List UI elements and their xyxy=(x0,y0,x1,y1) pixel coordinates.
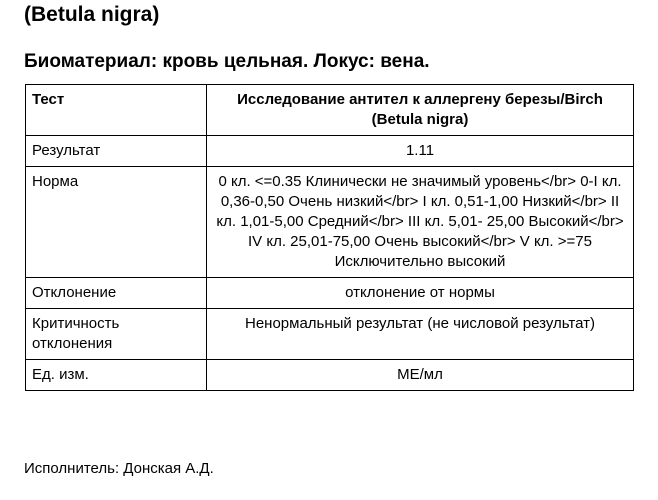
norm-label-cell: Норма xyxy=(26,167,207,278)
table-header-row xyxy=(26,85,634,136)
table-row-norm xyxy=(26,167,634,278)
criticality-label-cell: Критичность отклонения xyxy=(26,309,207,360)
table-row-units xyxy=(26,360,634,391)
units-label-cell: Ед. изм. xyxy=(26,360,207,391)
table-row-result xyxy=(26,136,634,167)
deviation-value-cell: отклонение от нормы xyxy=(207,278,634,309)
table-row-criticality xyxy=(26,309,634,360)
header-value-cell: Исследование антител к аллергену березы/Birch (Betula nigra) xyxy=(207,85,634,136)
document-title: (Betula nigra) xyxy=(24,3,160,26)
deviation-label-cell: Отклонение xyxy=(26,278,207,309)
units-value-cell: МЕ/мл xyxy=(207,360,634,391)
header-label-cell: Тест xyxy=(26,85,207,136)
norm-value-cell: 0 кл. <=0.35 Клинически не значимый уровень</br> 0-I кл. 0,36-0,50 Очень низкий</br> I кл. 0,51-1,00 Низкий</br> II кл. 1,01-5,00 Средний</br> III кл. 5,01- 25,00 Высокий</br> IV кл. 25,01-75,00 Очень высокий</br> V кл. >=75 Исключительно высокий xyxy=(207,167,634,278)
result-label-cell: Результат xyxy=(26,136,207,167)
criticality-value-cell: Ненормальный результат (не числовой результат) xyxy=(207,309,634,360)
performer-line: Исполнитель: Донская А.Д. xyxy=(24,460,214,477)
table-row-deviation xyxy=(26,278,634,309)
result-value-cell: 1.11 xyxy=(207,136,634,167)
results-table xyxy=(25,84,634,391)
biomaterial-heading: Биоматериал: кровь цельная. Локус: вена. xyxy=(24,51,430,72)
